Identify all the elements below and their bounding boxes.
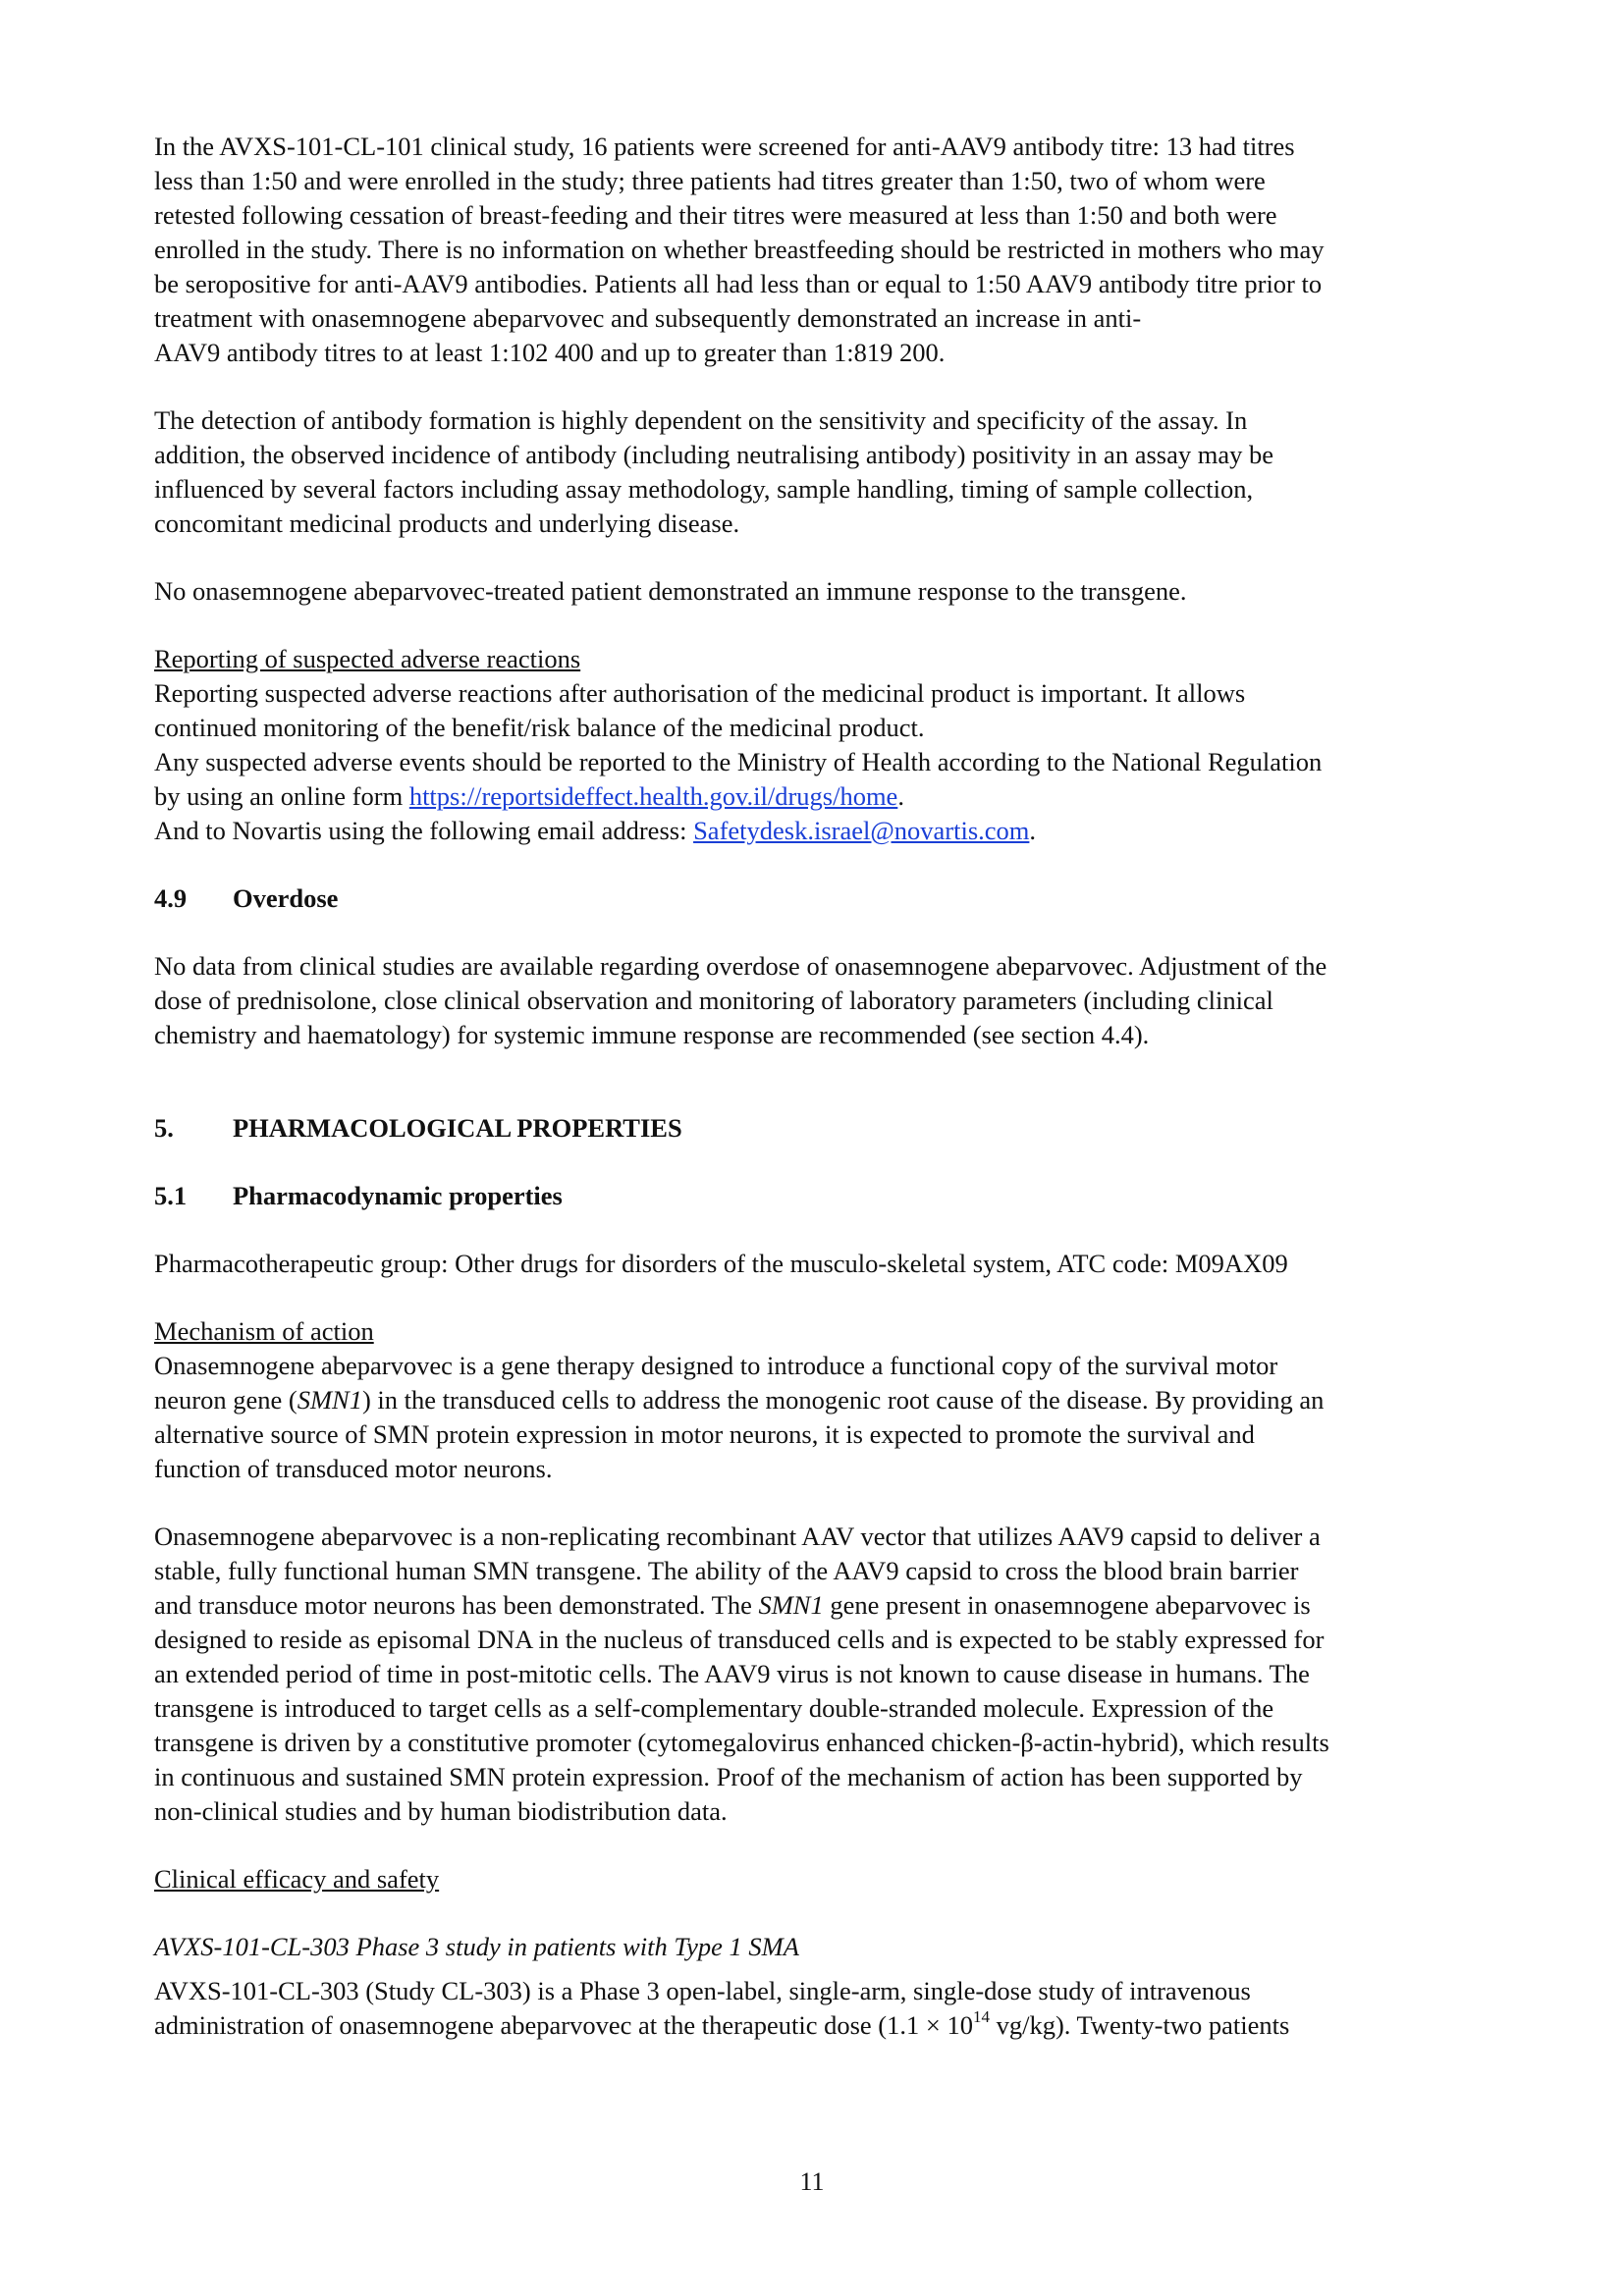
gene-name: SMN1 bbox=[758, 1590, 824, 1620]
text-line: Reporting suspected adverse reactions after authorisation of the medicinal product is important. It allows bbox=[154, 678, 1246, 708]
text-line: be seropositive for anti-AAV9 antibodies. Patients all had less than or equal to 1:50 AAV9 antibody titre prior to bbox=[154, 269, 1323, 298]
text-line: AAV9 antibody titres to at least 1:102 400 and up to greater than 1:819 200. bbox=[154, 338, 946, 367]
text-line: chemistry and haematology) for systemic immune response are recommended (see section 4.4). bbox=[154, 1020, 1150, 1049]
safety-email-link[interactable]: Safetydesk.israel@novartis.com bbox=[693, 816, 1030, 845]
text-line bbox=[154, 814, 1529, 848]
text-line: in continuous and sustained SMN protein expression. Proof of the mechanism of action has been supported by bbox=[154, 1762, 1303, 1791]
text-line: non-clinical studies and by human biodistribution data. bbox=[154, 1796, 728, 1826]
paragraph-pharmacotherapeutic-group bbox=[154, 1247, 1529, 1281]
paragraph-antibody-detection bbox=[154, 403, 1529, 541]
text-fragment: . bbox=[1029, 816, 1037, 845]
paragraph-immune-response bbox=[154, 574, 1529, 609]
paragraph-study-cl303 bbox=[154, 1974, 1529, 2043]
text-line: dose of prednisolone, close clinical observation and monitoring of laboratory parameters (including clinical bbox=[154, 986, 1273, 1015]
text-line: an extended period of time in post-mitotic cells. The AAV9 virus is not known to cause disease in humans. The bbox=[154, 1659, 1310, 1688]
document-page bbox=[154, 130, 1529, 2076]
section-heading-pharmacological-properties bbox=[154, 1111, 1529, 1146]
section-title: PHARMACOLOGICAL PROPERTIES bbox=[233, 1113, 682, 1143]
gene-name: SMN1 bbox=[297, 1385, 362, 1415]
text-line: enrolled in the study. There is no information on whether breastfeeding should be restricted in mothers who may bbox=[154, 235, 1325, 264]
mechanism-section bbox=[154, 1314, 1529, 1486]
text-line bbox=[154, 1383, 1529, 1417]
text-line: Any suspected adverse events should be reported to the Ministry of Health according to the National Regulation bbox=[154, 747, 1323, 776]
text-line: function of transduced motor neurons. bbox=[154, 1454, 553, 1483]
text-fragment: administration of onasemnogene abeparvovec at the therapeutic dose (1.1 × 10 bbox=[154, 2010, 973, 2040]
text-line: designed to reside as episomal DNA in the nucleus of transduced cells and is expected to be stably expressed for bbox=[154, 1625, 1325, 1654]
section-number: 5.1 bbox=[154, 1181, 188, 1210]
text-line: concomitant medicinal products and underlying disease. bbox=[154, 508, 740, 538]
section-title: Overdose bbox=[233, 883, 339, 913]
text-line: Pharmacotherapeutic group: Other drugs for disorders of the musculo-skeletal system, ATC code: M09AX09 bbox=[154, 1249, 1288, 1278]
text-line: In the AVXS-101-CL-101 clinical study, 16 patients were screened for anti-AAV9 antibody titre: 13 had titres bbox=[154, 132, 1295, 161]
paragraph-vector bbox=[154, 1520, 1529, 1829]
text-line: alternative source of SMN protein expression in motor neurons, it is expected to promote the survival and bbox=[154, 1419, 1255, 1449]
text-line: Onasemnogene abeparvovec is a gene therapy designed to introduce a functional copy of the survival motor bbox=[154, 1351, 1278, 1380]
text-line: Onasemnogene abeparvovec is a non-replicating recombinant AAV vector that utilizes AAV9 capsid to deliver a bbox=[154, 1522, 1321, 1551]
text-line: less than 1:50 and were enrolled in the study; three patients had titres greater than 1:50, two of whom were bbox=[154, 166, 1266, 195]
text-fragment: gene present in onasemnogene abeparvovec is bbox=[823, 1590, 1311, 1620]
text-fragment: And to Novartis using the following email address: bbox=[154, 816, 694, 845]
mechanism-subheading: Mechanism of action bbox=[154, 1316, 374, 1346]
exponent: 14 bbox=[972, 2007, 990, 2027]
text-fragment: . bbox=[897, 781, 904, 811]
clinical-subheading: Clinical efficacy and safety bbox=[154, 1864, 440, 1894]
section-title: Pharmacodynamic properties bbox=[233, 1181, 563, 1210]
text-line: continued monitoring of the benefit/risk balance of the medicinal product. bbox=[154, 713, 925, 742]
reporting-form-link[interactable]: https://reportsideffect.health.gov.il/drugs/home bbox=[408, 781, 898, 811]
clinical-subheading-block bbox=[154, 1862, 1529, 1896]
study-title-block bbox=[154, 1930, 1529, 1964]
text-line bbox=[154, 2008, 1529, 2043]
text-line bbox=[154, 1588, 1529, 1623]
text-line: influenced by several factors including assay methodology, sample handling, timing of sample collection, bbox=[154, 474, 1254, 504]
text-fragment: neuron gene ( bbox=[154, 1385, 298, 1415]
text-fragment: vg/kg). Twenty-two patients bbox=[989, 2010, 1290, 2040]
text-line: transgene is introduced to target cells as a self-complementary double-stranded molecule. Expression of the bbox=[154, 1693, 1274, 1723]
reporting-subheading: Reporting of suspected adverse reactions bbox=[154, 644, 581, 673]
section-number: 4.9 bbox=[154, 883, 188, 913]
text-line: stable, fully functional human SMN transgene. The ability of the AAV9 capsid to cross the blood brain barrier bbox=[154, 1556, 1299, 1585]
section-number: 5. bbox=[154, 1113, 174, 1143]
paragraph-overdose bbox=[154, 949, 1529, 1052]
text-fragment: by using an online form bbox=[154, 781, 409, 811]
page-number: 11 bbox=[799, 2167, 825, 2196]
paragraph-antibody-titre bbox=[154, 130, 1529, 370]
text-line: AVXS-101-CL-303 (Study CL-303) is a Phase 3 open-label, single-arm, single-dose study of intravenous bbox=[154, 1976, 1251, 2005]
text-fragment: and transduce motor neurons has been demonstrated. The bbox=[154, 1590, 759, 1620]
text-line: retested following cessation of breast-feeding and their titres were measured at less than 1:50 and both were bbox=[154, 200, 1277, 230]
text-line: transgene is driven by a constitutive promoter (cytomegalovirus enhanced chicken-β-actin-hybrid), which results bbox=[154, 1728, 1329, 1757]
text-line: addition, the observed incidence of antibody (including neutralising antibody) positivity in an assay may be bbox=[154, 440, 1273, 469]
text-line: The detection of antibody formation is highly dependent on the sensitivity and specificity of the assay. In bbox=[154, 405, 1248, 435]
text-fragment: ) in the transduced cells to address the monogenic root cause of the disease. By providing an bbox=[361, 1385, 1325, 1415]
study-title: AVXS-101-CL-303 Phase 3 study in patients with Type 1 SMA bbox=[154, 1932, 799, 1961]
text-line: treatment with onasemnogene abeparvovec and subsequently demonstrated an increase in anti- bbox=[154, 303, 1142, 333]
text-line: No onasemnogene abeparvovec-treated patient demonstrated an immune response to the transgene. bbox=[154, 576, 1187, 606]
reporting-section bbox=[154, 642, 1529, 848]
text-line bbox=[154, 779, 1529, 814]
section-heading-pharmacodynamic-properties bbox=[154, 1179, 1529, 1213]
section-heading-overdose bbox=[154, 881, 1529, 916]
text-line: No data from clinical studies are available regarding overdose of onasemnogene abeparvovec. Adjustment of the bbox=[154, 951, 1327, 981]
